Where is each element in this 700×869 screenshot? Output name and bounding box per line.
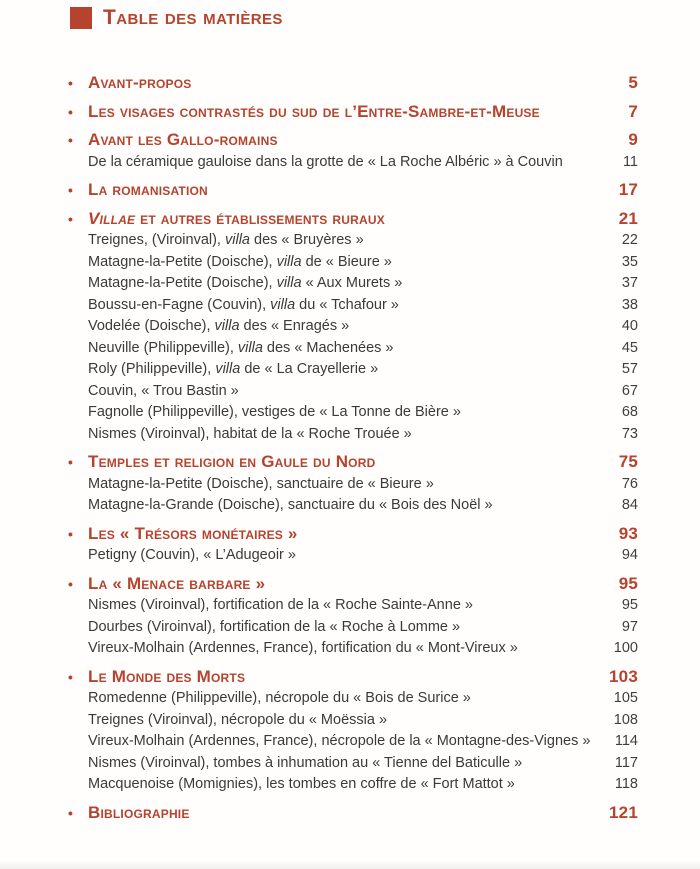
toc-sub-entry xyxy=(68,273,638,295)
toc-entry-page: 95 xyxy=(618,573,638,593)
toc-entry-page: 108 xyxy=(613,711,638,728)
toc-entry-label: Petigny (Couvin), « L’Adugeoir » xyxy=(88,547,296,563)
toc-sub-entry xyxy=(68,338,638,360)
toc-sub-entry xyxy=(68,495,638,517)
toc-entry-page: 5 xyxy=(628,73,638,92)
toc-sub-entry xyxy=(68,595,638,617)
dot-bullet-icon: • xyxy=(68,75,74,91)
dot-bullet-icon: • xyxy=(68,454,74,470)
toc-section-entry xyxy=(68,101,638,124)
toc-entry-label: Le Monde des Morts xyxy=(88,666,246,686)
toc-entry-page: 45 xyxy=(621,339,638,356)
dot-bullet-icon: • xyxy=(68,210,74,227)
toc-sub-entry xyxy=(68,402,638,424)
toc-entry-page: 93 xyxy=(618,523,638,543)
toc-sub-entry xyxy=(68,774,638,796)
toc-entry-label: Treignes, (Viroinval), villa des « Bruyères » xyxy=(88,232,364,248)
scan-edge-shadow xyxy=(0,860,700,869)
toc-entry-page: 103 xyxy=(609,666,638,686)
toc-entry-page: 114 xyxy=(614,733,638,749)
toc-sub-entry xyxy=(68,617,638,639)
toc-entry-page: 118 xyxy=(614,776,638,792)
toc-sub-entry xyxy=(68,731,638,753)
toc-entry-page: 40 xyxy=(621,318,638,334)
dot-bullet-icon: • xyxy=(68,103,74,120)
toc-section-entry xyxy=(68,523,638,546)
toc-entry-page: 100 xyxy=(613,640,638,656)
toc-entry-label: Temples et religion en Gaule du Nord xyxy=(88,452,376,471)
toc-sub-entry xyxy=(68,424,638,446)
dot-bullet-icon: • xyxy=(68,804,74,821)
toc-entry-page: 11 xyxy=(622,153,638,170)
toc-entry-page: 68 xyxy=(621,404,638,420)
toc-entry-page: 117 xyxy=(614,754,638,771)
toc-list xyxy=(68,72,638,824)
dot-bullet-icon: • xyxy=(68,182,74,198)
toc-entry-label: Matagne-la-Petite (Doische), villa de « Bieure » xyxy=(88,253,392,270)
toc-entry-label: Vodelée (Doische), villa des « Enragés » xyxy=(88,318,350,334)
toc-sub-entry xyxy=(68,545,638,567)
toc-sub-entry xyxy=(68,688,638,710)
toc-entry-label: Vireux-Molhain (Ardennes, France), fortification du « Mont-Vireux » xyxy=(88,640,518,656)
toc-entry-label: Neuville (Philippeville), villa des « Machenées » xyxy=(88,339,394,356)
toc-entry-page: 94 xyxy=(621,547,638,563)
toc-entry-page: 21 xyxy=(618,208,638,228)
toc-entry-label: Couvin, « Trou Bastin » xyxy=(88,382,239,399)
toc-entry-label: Villae et autres établissements ruraux xyxy=(88,208,385,228)
toc-entry-page: 121 xyxy=(609,802,638,822)
toc-entry-label: Roly (Philippeville), villa de « La Crayellerie » xyxy=(88,361,379,377)
square-bullet-icon xyxy=(70,7,92,29)
toc-entry-page: 38 xyxy=(621,296,638,313)
toc-entry-label: Matagne-la-Grande (Doische), sanctuaire du « Bois des Noël » xyxy=(88,497,493,513)
toc-sub-entry xyxy=(68,474,638,496)
toc-entry-label: Romedenne (Philippeville), nécropole du « Bois de Surice » xyxy=(88,690,471,706)
toc-sub-entry xyxy=(68,638,638,660)
dot-bullet-icon: • xyxy=(68,132,74,148)
toc-section-entry xyxy=(68,129,638,152)
toc-sub-entry xyxy=(68,381,638,403)
toc-entry-page: 17 xyxy=(618,180,638,199)
toc-entry-page: 75 xyxy=(618,452,638,471)
toc-section-entry xyxy=(68,573,638,596)
toc-entry-label: Avant-propos xyxy=(88,73,192,92)
toc-entry-page: 57 xyxy=(621,361,638,377)
toc-entry-page: 35 xyxy=(621,253,638,270)
toc-section-entry xyxy=(68,208,638,231)
toc-entry-label: Boussu-en-Fagne (Couvin), villa du « Tchafour » xyxy=(88,296,399,313)
toc-entry-page: 37 xyxy=(621,275,638,291)
page-header xyxy=(70,7,283,29)
toc-entry-page: 97 xyxy=(621,618,638,635)
toc-entry-page: 95 xyxy=(621,597,638,613)
toc-section-entry xyxy=(68,72,638,95)
toc-sub-entry xyxy=(68,230,638,252)
toc-entry-label: Nismes (Viroinval), habitat de la « Roche Trouée » xyxy=(88,425,412,442)
dot-bullet-icon: • xyxy=(68,575,74,592)
toc-entry-page: 105 xyxy=(613,690,638,706)
toc-section-entry xyxy=(68,451,638,474)
toc-entry-page: 7 xyxy=(628,101,638,121)
toc-entry-label: Vireux-Molhain (Ardennes, France), nécropole de la « Montagne-des-Vignes » xyxy=(88,733,591,749)
toc-section-entry xyxy=(68,666,638,689)
toc-entry-label: Les visages contrastés du sud de l’Entre-Sambre-et-Meuse xyxy=(88,101,540,121)
toc-entry-label: Les « Trésors monétaires » xyxy=(88,523,298,543)
toc-sub-entry xyxy=(68,710,638,732)
toc-entry-label: Nismes (Viroinval), fortification de la « Roche Sainte-Anne » xyxy=(88,597,473,613)
toc-entry-label: Matagne-la-Petite (Doische), villa « Aux Murets » xyxy=(88,275,403,291)
toc-entry-page: 84 xyxy=(621,497,638,513)
toc-entry-page: 22 xyxy=(621,232,638,248)
toc-entry-label: Matagne-la-Petite (Doische), sanctuaire de « Bieure » xyxy=(88,475,434,492)
page-title: Table des matières xyxy=(103,6,283,29)
toc-entry-label: Avant les Gallo-romains xyxy=(88,130,278,149)
toc-entry-page: 76 xyxy=(621,475,638,492)
toc-entry-label: De la céramique gauloise dans la grotte de « La Roche Albéric » à Couvin xyxy=(88,153,563,170)
toc-sub-entry xyxy=(68,753,638,775)
toc-entry-page: 67 xyxy=(621,382,638,399)
dot-bullet-icon: • xyxy=(68,668,74,685)
toc-entry-label: Macquenoise (Momignies), les tombes en coffre de « Fort Mattot » xyxy=(88,776,515,792)
toc-sub-entry xyxy=(68,252,638,274)
toc-entry-label: Fagnolle (Philippeville), vestiges de « La Tonne de Bière » xyxy=(88,404,461,420)
toc-entry-label: Treignes (Viroinval), nécropole du « Moëssia » xyxy=(88,711,388,728)
toc-entry-label: Nismes (Viroinval), tombes à inhumation au « Tienne del Baticulle » xyxy=(88,754,523,771)
toc-entry-label: La « Menace barbare » xyxy=(88,573,266,593)
toc-section-entry xyxy=(68,802,638,825)
toc-entry-page: 73 xyxy=(621,425,638,442)
toc-entry-label: La romanisation xyxy=(88,180,208,199)
toc-sub-entry xyxy=(68,295,638,317)
toc-sub-entry xyxy=(68,152,638,174)
toc-sub-entry xyxy=(68,359,638,381)
toc-sub-entry xyxy=(68,316,638,338)
dot-bullet-icon: • xyxy=(68,525,74,542)
toc-entry-label: Dourbes (Viroinval), fortification de la « Roche à Lomme » xyxy=(88,618,461,635)
toc-section-entry xyxy=(68,179,638,202)
toc-entry-page: 9 xyxy=(628,130,638,149)
toc-entry-label: Bibliographie xyxy=(88,802,190,822)
